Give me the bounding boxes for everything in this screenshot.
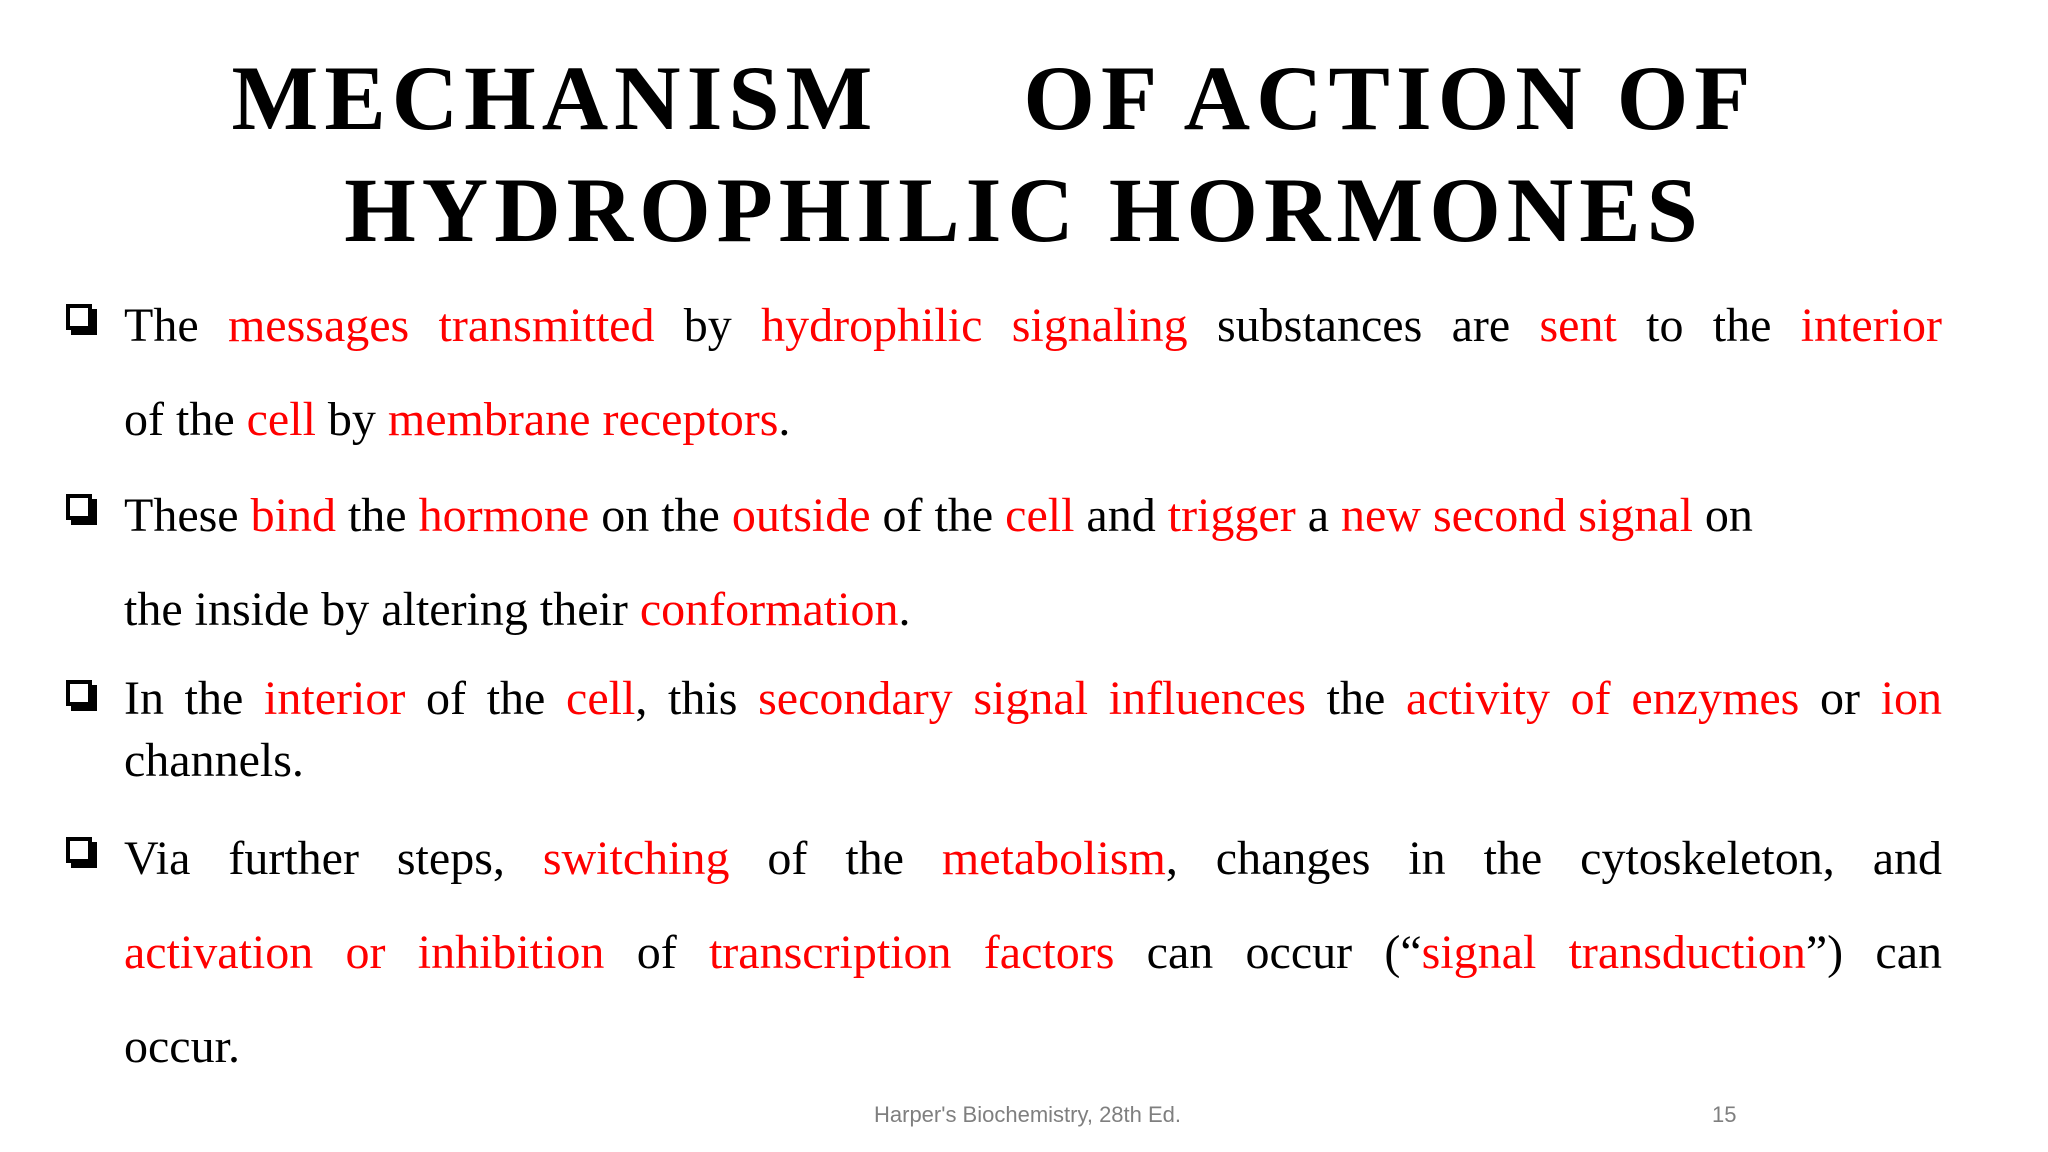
highlighted-term: sent (1539, 299, 1617, 352)
text-run: of the (729, 832, 942, 885)
highlighted-term: secondary signal influences (758, 672, 1306, 725)
text-run: ”) can (1805, 926, 1943, 979)
checkbox-bullet-icon (66, 494, 92, 520)
text-run: substances are (1187, 299, 1540, 352)
bullet-line (124, 668, 1942, 730)
highlighted-term: bind (250, 489, 336, 542)
bullet-line (124, 730, 1942, 792)
text-run: can occur (“ (1114, 926, 1422, 979)
text-run: , changes in the cytoskeleton, and (1165, 832, 1942, 885)
text-run: a (1295, 489, 1341, 542)
text-run: The (124, 299, 228, 352)
text-run: of (604, 926, 709, 979)
text-run: of the (124, 393, 247, 446)
text-run: and (1074, 489, 1168, 542)
highlighted-term: cell (246, 393, 316, 446)
highlighted-term: activation or inhibition (124, 926, 605, 979)
footer-source: Harper's Biochemistry, 28th Ed. (874, 1102, 1182, 1127)
text-run: to the (1616, 299, 1801, 352)
bullet-line (124, 825, 1942, 919)
text-run: , this (635, 672, 759, 725)
highlighted-term: messages transmitted (227, 299, 655, 352)
text-run: of the (405, 672, 567, 725)
text-run: the inside by altering their (124, 583, 640, 636)
slide-number: 15 (1712, 1102, 1737, 1127)
bullet-line (124, 386, 1942, 480)
text-run: Via further steps, (124, 832, 543, 885)
checkbox-bullet-icon (66, 837, 92, 863)
text-run: These (124, 489, 251, 542)
text-run: . (778, 393, 791, 446)
text-run: or (1799, 672, 1881, 725)
checkbox-bullet-icon (66, 304, 92, 330)
text-run: the (1305, 672, 1407, 725)
highlighted-term: metabolism (941, 832, 1166, 885)
highlighted-term: trigger (1167, 489, 1296, 542)
title-line-2: HYDROPHILIC HORMONES (344, 159, 1704, 261)
bullet-line (124, 1013, 1942, 1107)
highlighted-term: ion (1880, 672, 1943, 725)
text-run: by (315, 393, 388, 446)
bullet-text (124, 668, 1942, 792)
highlighted-term: signal transduction (1421, 926, 1806, 979)
bullet-line (124, 482, 1942, 576)
highlighted-term: interior (1800, 299, 1942, 352)
title-line-1: MECHANISM OF ACTION OF (231, 47, 1757, 149)
bullet-text (124, 292, 1942, 480)
text-run: In the (124, 672, 265, 725)
highlighted-term: new second signal (1341, 489, 1693, 542)
highlighted-term: transcription factors (708, 926, 1115, 979)
text-run: on the (589, 489, 732, 542)
highlighted-term: switching (542, 832, 730, 885)
text-run: the (335, 489, 419, 542)
bullet-text (124, 825, 1942, 1107)
slide-title (0, 42, 2048, 266)
bullet-text (124, 482, 1942, 670)
highlighted-term: activity of enzymes (1406, 672, 1800, 725)
highlighted-term: membrane receptors (387, 393, 779, 446)
highlighted-term: cell (566, 672, 636, 725)
highlighted-term: outside (731, 489, 871, 542)
highlighted-term: hydrophilic signaling (761, 299, 1188, 352)
text-run: of the (870, 489, 1006, 542)
highlighted-term: cell (1005, 489, 1075, 542)
highlighted-term: hormone (418, 489, 590, 542)
bullet-line (124, 919, 1942, 1013)
bullet-line (124, 576, 1942, 670)
bullet-line (124, 292, 1942, 386)
text-run: occur. (124, 1020, 240, 1073)
text-run: on (1692, 489, 1753, 542)
checkbox-bullet-icon (66, 680, 92, 706)
text-run: . (898, 583, 911, 636)
highlighted-term: interior (264, 672, 406, 725)
text-run: by (654, 299, 762, 352)
text-run: channels. (124, 734, 304, 787)
highlighted-term: conformation (639, 583, 899, 636)
